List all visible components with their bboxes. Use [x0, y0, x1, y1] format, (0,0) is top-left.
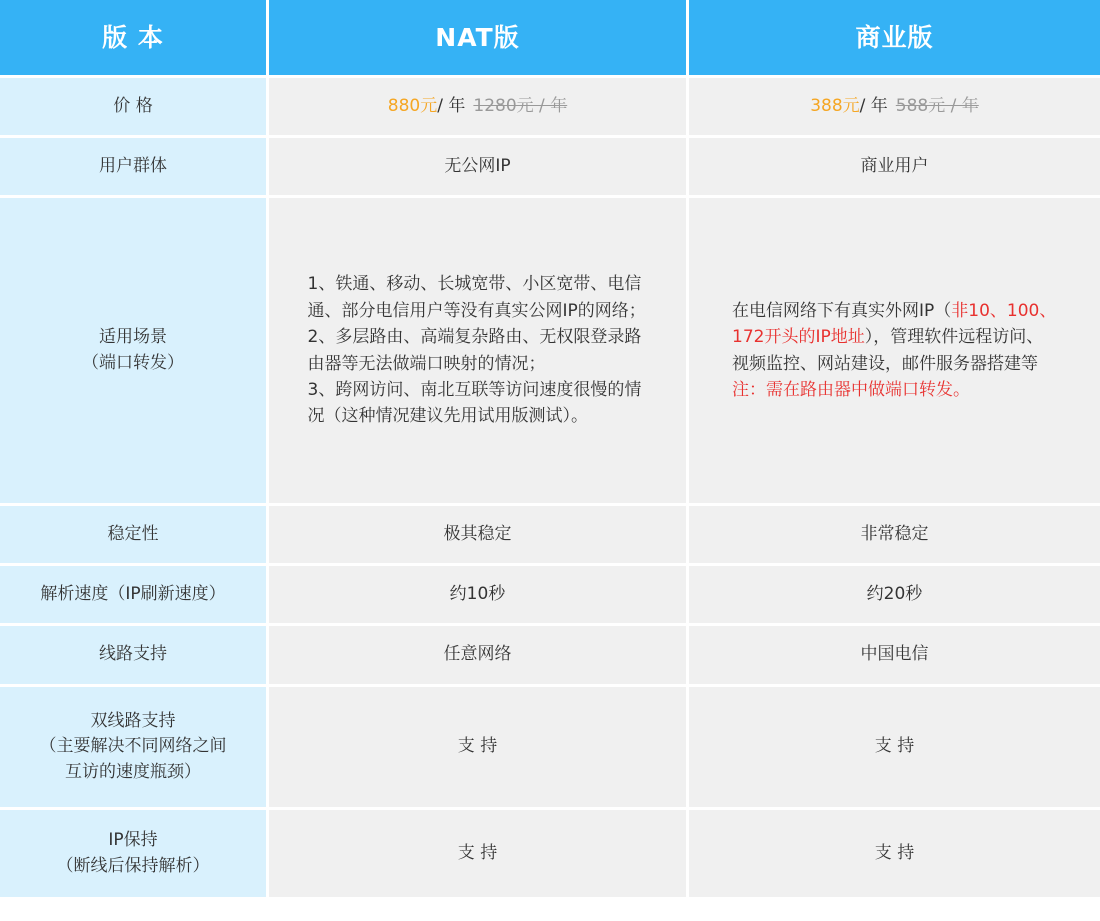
business-line-support: 中国电信: [689, 626, 1100, 684]
business-price-unit: / 年: [859, 95, 888, 116]
nat-scenario-item-1: 1、铁通、移动、长城宽带、小区宽带、电信通、部分电信用户等没有真实公网IP的网络；: [307, 274, 646, 321]
business-user-group: 商业用户: [689, 138, 1100, 195]
business-scenario-ip-note: 非10、100、172开头的IP地址: [732, 300, 1057, 348]
business-price-original: 588元 / 年: [895, 95, 979, 116]
nat-user-group: 无公网IP: [269, 138, 686, 195]
business-price-current: 388元: [810, 95, 860, 116]
business-stability: 非常稳定: [689, 506, 1100, 563]
row-label-price: 价 格: [0, 78, 266, 135]
nat-ip-keep: 支 持: [269, 810, 686, 897]
header-business-edition: 商业版: [689, 0, 1100, 75]
business-resolve-speed: 约20秒: [689, 566, 1100, 623]
ip-keep-label-2: （断线后保持解析）: [56, 855, 210, 876]
business-scenario-text: [732, 298, 1057, 377]
business-scenario: [689, 198, 1100, 503]
row-label-scenario: [0, 198, 266, 503]
scenario-label-line2: （端口转发）: [82, 352, 184, 373]
header-nat-edition: NAT版: [269, 0, 686, 75]
business-ip-keep: 支 持: [689, 810, 1100, 897]
business-scenario-part-a: 在电信网络下有真实外网IP（: [732, 300, 952, 321]
ip-keep-label-1: IP保持: [108, 830, 158, 850]
nat-stability: 极其稳定: [269, 506, 686, 563]
dual-line-label-1: 双线路支持: [90, 710, 176, 731]
row-label-ip-keep: [0, 810, 266, 897]
nat-dual-line: 支 持: [269, 687, 686, 807]
dual-line-label-2: （主要解决不同网络之间: [39, 736, 227, 757]
nat-price-original: 1280元 / 年: [473, 95, 568, 116]
nat-scenario-item-3: 3、跨网访问、南北互联等访问速度很慢的情况（这种情况建议先用试用版测试）。: [307, 379, 642, 427]
row-label-stability: 稳定性: [0, 506, 266, 563]
row-label-dual-line: [0, 687, 266, 807]
scenario-label-line1: 适用场景: [99, 327, 167, 347]
nat-price: [269, 78, 686, 135]
nat-price-unit: / 年: [437, 95, 466, 116]
business-scenario-part-b: ），管理软件远程访问、视频监控、网站建设，邮件服务器搭建等: [732, 327, 1044, 374]
row-label-user-group: 用户群体: [0, 138, 266, 195]
nat-price-current: 880元: [387, 95, 438, 116]
business-price: [689, 78, 1100, 135]
header-version: 版 本: [0, 0, 266, 75]
row-label-resolve-speed: 解析速度（IP刷新速度）: [0, 566, 266, 623]
business-scenario-warning: 注：需在路由器中做端口转发。: [732, 379, 970, 400]
dual-line-label-3: 互访的速度瓶颈）: [65, 761, 201, 782]
business-dual-line: 支 持: [689, 687, 1100, 807]
nat-line-support: 任意网络: [269, 626, 686, 684]
nat-resolve-speed: 约10秒: [269, 566, 686, 623]
nat-scenario: [269, 198, 686, 503]
row-label-line-support: 线路支持: [0, 626, 266, 684]
nat-scenario-item-2: 2、多层路由、高端复杂路由、无权限登录路由器等无法做端口映射的情况；: [307, 327, 642, 374]
